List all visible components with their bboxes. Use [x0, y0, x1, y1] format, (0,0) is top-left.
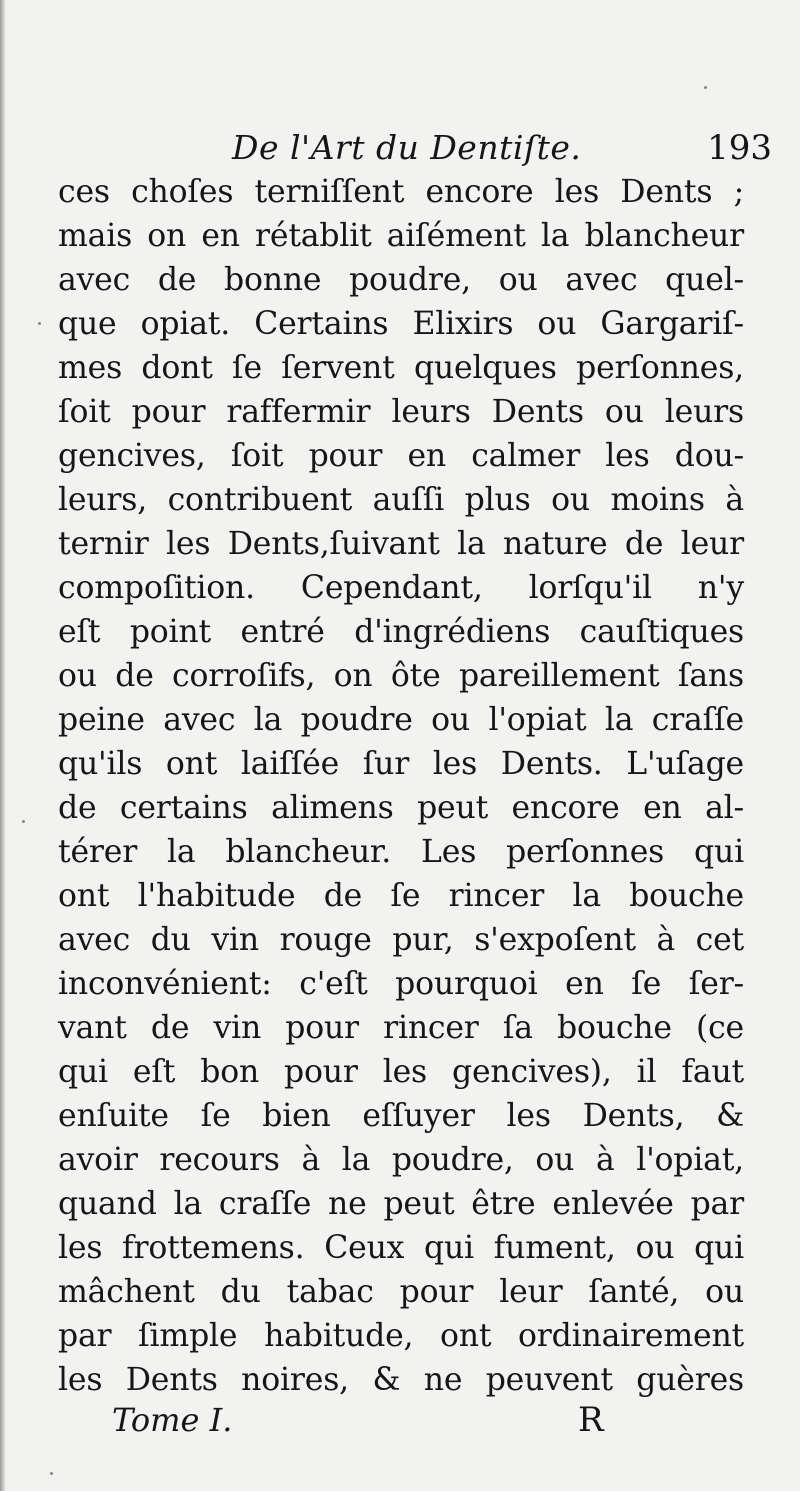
text-line: térer la blancheur. Les perſonnes qui [58, 834, 744, 870]
text-line: avec du vin rouge pur, s'expoſent à cet [58, 922, 744, 958]
text-line: gencives, ſoit pour en calmer les dou- [58, 438, 744, 474]
text-line: enſuite ſe bien eſſuyer les Dents, & [58, 1098, 744, 1134]
paper-speck [38, 322, 41, 325]
paper-speck [50, 1472, 53, 1475]
text-line: compoſition. Cependant, lorſqu'il n'y [58, 570, 744, 606]
text-line: leurs, contribuent auſſi plus ou moins à [58, 482, 744, 518]
page-number: 193 [707, 128, 772, 168]
running-head [232, 128, 772, 172]
text-line: les Dents noires, & ne peuvent guères [58, 1362, 744, 1398]
text-line: vant de vin pour rincer ſa bouche (ce [58, 1010, 744, 1046]
volume-label: Tome I. [112, 1401, 233, 1439]
text-line: mais on en rétablit aiſément la blancheur [58, 218, 744, 254]
text-line: qu'ils ont laiſſée ſur les Dents. L'uſage [58, 746, 744, 782]
paper-speck [704, 86, 707, 89]
text-line: que opiat. Certains Elixirs ou Gargariſ- [58, 306, 744, 342]
running-title: De l'Art du Dentiſte. [232, 128, 582, 167]
text-line: avoir recours à la poudre, ou à l'opiat, [58, 1142, 744, 1178]
text-line: mâchent du tabac pour leur ſanté, ou [58, 1274, 744, 1310]
text-line: ces choſes terniſſent encore les Dents ; [58, 174, 744, 210]
text-line: par ſimple habitude, ont ordinairement [58, 1318, 744, 1354]
paper-speck [22, 820, 25, 823]
text-line: de certains alimens peut encore en al- [58, 790, 744, 826]
text-line: ont l'habitude de ſe rincer la bouche [58, 878, 744, 914]
text-line: ternir les Dents,ſuivant la nature de leur [58, 526, 744, 562]
body-text [58, 170, 744, 1402]
text-line: ſoit pour raffermir leurs Dents ou leurs [58, 394, 744, 430]
text-line: eſt point entré d'ingrédiens cauſtiques [58, 614, 744, 650]
text-line: les frottemens. Ceux qui fument, ou qui [58, 1230, 744, 1266]
page-edge-shadow [0, 0, 6, 1491]
text-line: quand la craſſe ne peut être enlevée par [58, 1186, 744, 1222]
text-line: qui eſt bon pour les gencives), il faut [58, 1054, 744, 1090]
text-line: peine avec la poudre ou l'opiat la craſſe [58, 702, 744, 738]
page-footer [112, 1398, 612, 1444]
signature-mark: R [578, 1400, 604, 1440]
text-line: inconvénient: c'eſt pourquoi en ſe ſer- [58, 966, 744, 1002]
text-line: ou de corroſifs, on ôte pareillement ſans [58, 658, 744, 694]
text-line: mes dont ſe ſervent quelques perſonnes, [58, 350, 744, 386]
text-line: avec de bonne poudre, ou avec quel- [58, 262, 744, 298]
